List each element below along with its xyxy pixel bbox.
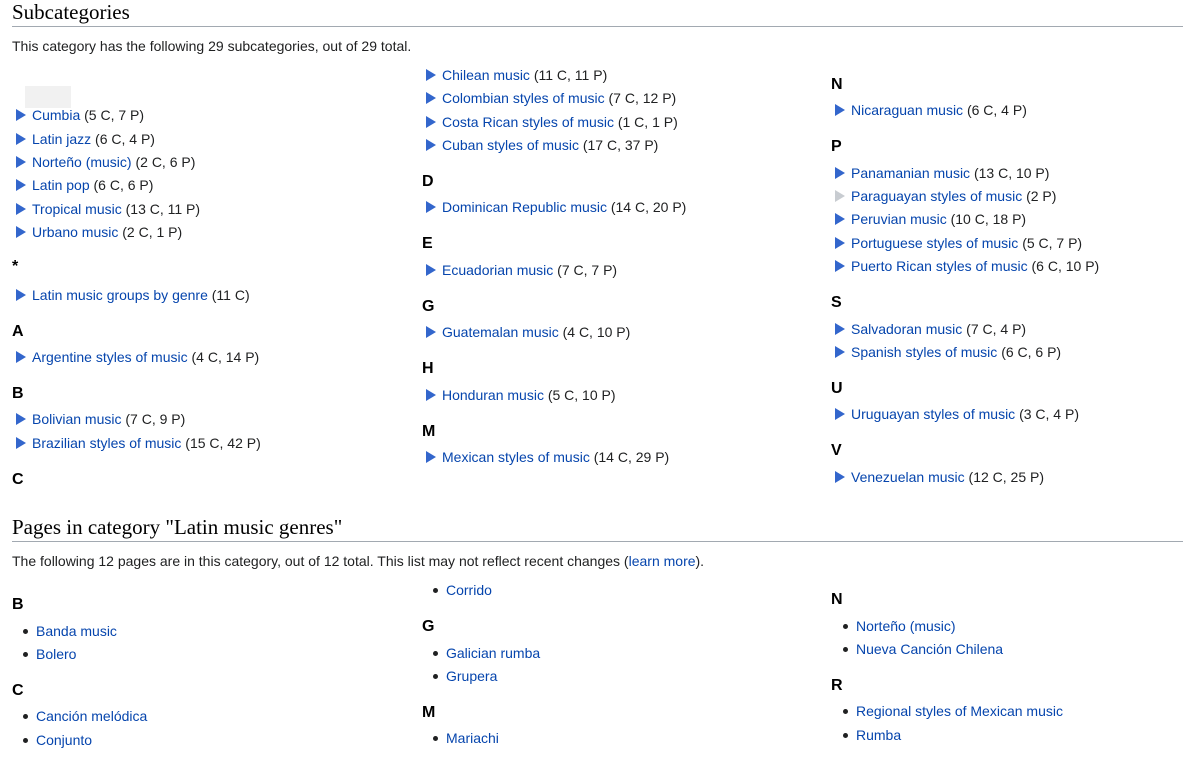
subcategory-link[interactable]: Puerto Rican styles of music [851,258,1028,274]
bullet-icon [843,647,848,652]
group-letter: M [422,704,436,721]
subcategory-count: (10 C, 18 P) [950,211,1027,227]
subcategory-count: (14 C, 20 P) [610,199,687,215]
group-letter: N [831,76,843,93]
subcategory-link[interactable]: Spanish styles of music [851,344,998,360]
subcategory-link[interactable]: Argentine styles of music [32,349,188,365]
page-link[interactable]: Regional styles of Mexican music [856,703,1063,719]
subcategory-link[interactable]: Honduran music [442,387,544,403]
bullet-icon [23,652,28,657]
expand-triangle-icon[interactable] [16,226,26,238]
subcategory-item[interactable] [835,164,1049,182]
subcategory-link[interactable]: Bolivian music [32,411,122,427]
subcategory-count: (3 C, 4 P) [1019,406,1079,422]
page-link[interactable]: Nueva Canción Chilena [856,641,1004,657]
expand-triangle-icon[interactable] [16,133,26,145]
subcategory-item[interactable] [835,101,1027,119]
group-letter: M [422,423,436,440]
subcategory-link[interactable]: Guatemalan music [442,324,559,340]
subcategory-link[interactable]: Latin jazz [32,131,92,147]
subcategory-item[interactable] [426,113,678,131]
subcategory-link[interactable]: Salvadoran music [851,321,963,337]
expand-triangle-icon[interactable] [835,471,845,483]
hover-highlight [25,86,71,108]
expand-triangle-icon[interactable] [16,437,26,449]
group-letter: H [422,360,434,377]
subcategories-description: This category has the following 29 subcategories, out of 29 total. [12,38,412,54]
subcategory-item[interactable] [426,323,630,341]
group-letter: B [12,596,24,613]
page-link[interactable]: Grupera [446,668,498,684]
subcategory-item[interactable] [835,187,1056,205]
page-item[interactable] [23,731,92,749]
subcategory-item[interactable] [16,130,155,148]
subcategory-item[interactable] [16,434,261,452]
subcategory-link[interactable]: Tropical music [32,201,122,217]
expand-triangle-icon[interactable] [16,203,26,215]
expand-triangle-icon[interactable] [16,156,26,168]
page-item[interactable] [843,617,956,635]
subcategory-link[interactable]: Panamanian music [851,165,971,181]
group-letter: P [831,138,842,155]
pages-heading: Pages in category "Latin music genres" [12,515,1183,542]
page-link[interactable]: Banda music [36,623,117,639]
bullet-icon [433,736,438,741]
subcategory-count: (7 C, 7 P) [557,262,618,278]
bullet-icon [433,588,438,593]
subcategory-item[interactable] [426,66,607,84]
subcategory-item[interactable] [835,257,1099,275]
expand-triangle-icon[interactable] [835,104,845,116]
subcategory-link[interactable]: Venezuelan music [851,469,965,485]
subcategory-count: (11 C, 11 P) [533,67,608,83]
subcategory-count: (2 C, 1 P) [122,224,183,240]
subcategory-count: (5 C, 10 P) [547,387,616,403]
group-letter: E [422,235,433,252]
subcategory-item[interactable] [835,343,1061,361]
expand-triangle-icon[interactable] [16,351,26,363]
empty-triangle-icon [835,190,845,202]
subcategory-count: (7 C, 12 P) [608,90,677,106]
expand-triangle-icon[interactable] [835,213,845,225]
expand-triangle-icon[interactable] [835,346,845,358]
subcategory-item[interactable] [16,286,250,304]
pages-desc-end: ). [695,553,705,569]
subcategory-count: (6 C, 4 P) [95,131,155,147]
subcategory-link[interactable]: Mexican styles of music [442,449,590,465]
page-link[interactable]: Corrido [446,582,492,598]
subcategory-item[interactable] [835,234,1082,252]
page-link[interactable]: Conjunto [36,732,93,748]
subcategory-link[interactable]: Paraguayan styles of music [851,188,1023,204]
page-item[interactable] [433,581,492,599]
subcategory-count: (4 C, 10 P) [562,324,631,340]
group-letter: V [831,442,842,459]
subcategory-item[interactable] [16,153,195,171]
expand-triangle-icon[interactable] [426,451,436,463]
subcategory-item[interactable] [16,410,185,428]
subcategory-item[interactable] [16,106,144,124]
bullet-icon [23,629,28,634]
group-letter: C [12,682,24,699]
subcategory-item[interactable] [835,210,1026,228]
pages-desc-text: The following 12 pages are in this category, out of 12 total. This list may not reflect recent changes ( [12,553,629,569]
expand-triangle-icon[interactable] [16,179,26,191]
page-link[interactable]: Galician rumba [446,645,541,661]
expand-triangle-icon[interactable] [16,413,26,425]
page-link[interactable]: Canción melódica [36,708,148,724]
subcategory-count: (11 C) [211,287,250,303]
expand-triangle-icon[interactable] [426,201,436,213]
subcategory-item[interactable] [426,136,658,154]
subcategory-link[interactable]: Costa Rican styles of music [442,114,614,130]
bullet-icon [843,709,848,714]
subcategory-item[interactable] [426,89,676,107]
page-link[interactable]: Norteño (music) [856,618,956,634]
subcategory-item[interactable] [835,320,1026,338]
subcategories-heading: Subcategories [12,0,1183,27]
subcategory-count: (6 C, 4 P) [966,102,1027,118]
learn-more-link[interactable]: learn more [628,553,696,569]
page-item[interactable] [843,640,1003,658]
page-item[interactable] [433,644,540,662]
expand-triangle-icon[interactable] [835,237,845,249]
page-item[interactable] [23,707,147,725]
subcategory-link[interactable]: Cuban styles of music [442,137,579,153]
subcategory-count: (2 C, 6 P) [135,154,196,170]
group-letter: G [422,298,435,315]
subcategory-link[interactable]: Uruguayan styles of music [851,406,1016,422]
subcategory-count: (13 C, 11 P) [125,201,201,217]
group-letter: R [831,677,843,694]
subcategory-link[interactable]: Cumbia [32,107,81,123]
subcategory-count: (13 C, 10 P) [973,165,1050,181]
group-letter: * [12,258,19,275]
subcategory-link[interactable]: Portuguese styles of music [851,235,1019,251]
subcategory-count: (17 C, 37 P) [582,137,659,153]
page-item[interactable] [843,702,1063,720]
group-letter: B [12,385,24,402]
subcategory-link[interactable]: Chilean music [442,67,530,83]
subcategory-count: (6 C, 6 P) [1001,344,1062,360]
subcategory-item[interactable] [16,223,182,241]
subcategory-link[interactable]: Brazilian styles of music [32,435,182,451]
subcategory-count: (2 P) [1026,188,1057,204]
page-item[interactable] [433,729,499,747]
expand-triangle-icon[interactable] [835,408,845,420]
page-link[interactable]: Mariachi [446,730,499,746]
expand-triangle-icon[interactable] [16,289,26,301]
subcategory-item[interactable] [16,200,200,218]
expand-triangle-icon[interactable] [426,69,436,81]
expand-triangle-icon[interactable] [426,264,436,276]
bullet-icon [843,733,848,738]
subcategory-count: (6 C, 6 P) [93,177,154,193]
group-letter: A [12,323,24,340]
subcategory-link[interactable]: Latin pop [32,177,90,193]
group-letter: D [422,173,434,190]
expand-triangle-icon[interactable] [426,326,436,338]
subcategory-item[interactable] [16,348,259,366]
expand-triangle-icon[interactable] [426,389,436,401]
subcategory-count: (6 C, 10 P) [1031,258,1100,274]
subcategory-count: (7 C, 9 P) [125,411,186,427]
subcategory-count: (7 C, 4 P) [966,321,1027,337]
bullet-icon [433,651,438,656]
bullet-icon [433,674,438,679]
subcategory-link[interactable]: Ecuadorian music [442,262,554,278]
expand-triangle-icon[interactable] [835,167,845,179]
pages-description [12,552,704,570]
subcategory-link[interactable]: Peruvian music [851,211,947,227]
page-item[interactable] [433,667,497,685]
subcategory-item[interactable] [835,405,1079,423]
page-item[interactable] [843,726,901,744]
subcategory-link[interactable]: Latin music groups by genre [32,287,208,303]
expand-triangle-icon[interactable] [16,109,26,121]
subcategory-item[interactable] [426,386,616,404]
expand-triangle-icon[interactable] [426,92,436,104]
group-letter: N [831,591,843,608]
group-letter: G [422,618,435,635]
subcategory-count: (1 C, 1 P) [617,114,678,130]
subcategory-count: (5 C, 7 P) [1022,235,1083,251]
subcategory-link[interactable]: Dominican Republic music [442,199,607,215]
subcategory-item[interactable] [426,261,617,279]
group-letter: C [12,471,24,488]
bullet-icon [23,714,28,719]
subcategory-count: (15 C, 42 P) [185,435,261,451]
subcategory-link[interactable]: Nicaraguan music [851,102,964,118]
page-link[interactable]: Bolero [36,646,77,662]
subcategory-link[interactable]: Colombian styles of music [442,90,605,106]
page-item[interactable] [23,645,76,663]
page-item[interactable] [23,622,117,640]
group-letter: U [831,380,843,397]
subcategory-count: (5 C, 7 P) [84,107,145,123]
subcategory-link[interactable]: Urbano music [32,224,119,240]
subcategory-item[interactable] [426,448,669,466]
subcategory-item[interactable] [16,176,153,194]
expand-triangle-icon[interactable] [426,139,436,151]
group-letter: S [831,294,842,311]
subcategory-count: (4 C, 14 P) [191,349,260,365]
page-link[interactable]: Rumba [856,727,902,743]
bullet-icon [843,624,848,629]
bullet-icon [23,738,28,743]
subcategory-item[interactable] [426,198,686,216]
subcategory-link[interactable]: Norteño (music) [32,154,132,170]
subcategory-count: (14 C, 29 P) [593,449,670,465]
expand-triangle-icon[interactable] [426,116,436,128]
subcategory-count: (12 C, 25 P) [968,469,1045,485]
expand-triangle-icon[interactable] [835,260,845,272]
expand-triangle-icon[interactable] [835,323,845,335]
subcategory-item[interactable] [835,468,1044,486]
